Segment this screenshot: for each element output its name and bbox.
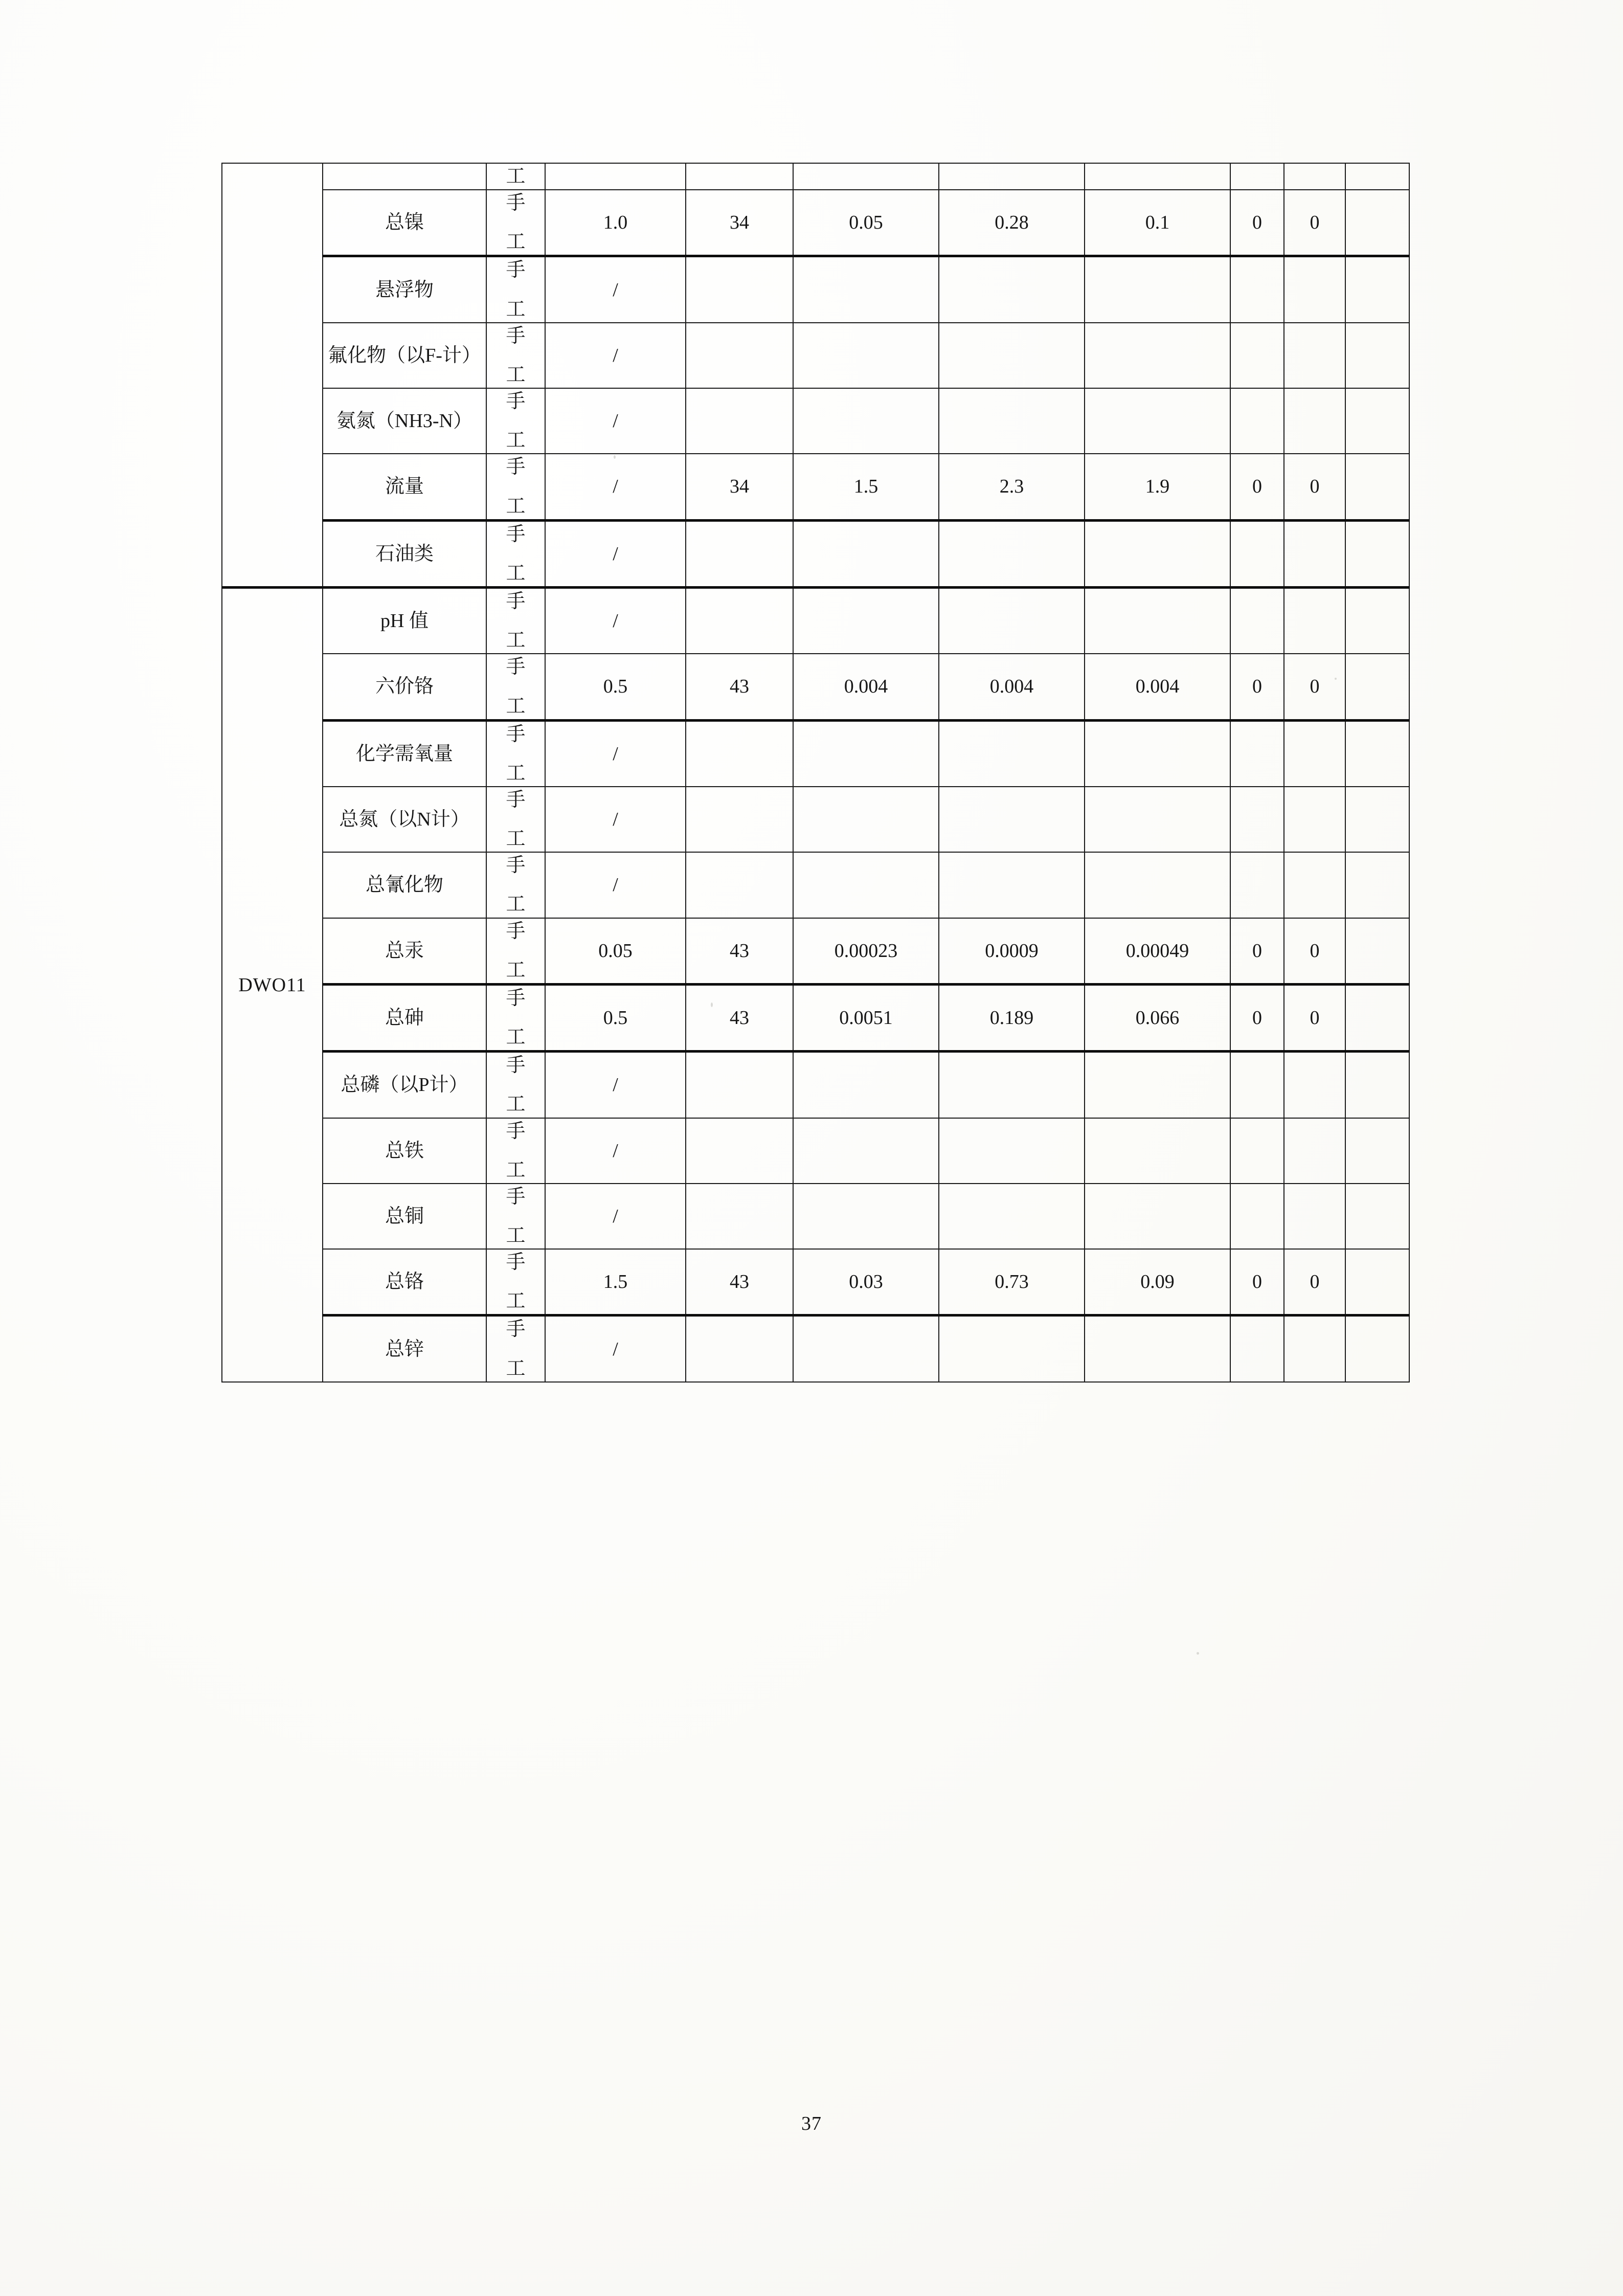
value-cell: / [545,1316,686,1382]
value-cell [1284,588,1345,654]
value-cell: / [545,852,686,918]
scan-speck [1335,678,1337,680]
value-cell: 0.066 [1085,984,1230,1051]
method-char: 工 [506,1027,526,1049]
value-cell [1284,1118,1345,1184]
value-cell: 0 [1230,190,1284,256]
value-cell: 0.0051 [793,984,939,1051]
monitoring-data-table [221,163,1410,1383]
value-cell [939,163,1085,190]
site-code-cell [222,163,323,588]
monitoring-method-cell [486,588,545,654]
value-cell [1284,1052,1345,1118]
pollutant-item-cell: 总汞 [323,918,486,985]
value-cell [686,1316,793,1382]
value-cell: 43 [686,918,793,985]
method-char: 工 [506,166,526,187]
table-row [222,163,1409,190]
value-cell [1230,256,1284,323]
value-cell [1284,520,1345,587]
value-cell [1230,588,1284,654]
value-cell [1345,454,1409,520]
monitoring-method-cell [486,388,545,454]
method-char: 工 [506,894,526,916]
value-cell [686,787,793,852]
table-row [222,256,1409,323]
value-cell [545,163,686,190]
value-cell [793,1118,939,1184]
value-cell: 0 [1230,984,1284,1051]
value-cell [1345,256,1409,323]
value-cell: 2.3 [939,454,1085,520]
value-cell: 1.5 [545,1249,686,1316]
value-cell [1345,1184,1409,1249]
method-char: 工 [506,1290,526,1312]
value-cell [1085,588,1230,654]
value-cell: / [545,256,686,323]
value-cell [939,323,1085,388]
value-cell [939,1184,1085,1249]
value-cell: / [545,388,686,454]
value-cell [686,1052,793,1118]
pollutant-item-cell: 总氮（以N计） [323,787,486,852]
method-char: 工 [506,298,526,320]
table-row [222,190,1409,256]
value-cell [1345,720,1409,787]
value-cell [1085,256,1230,323]
pollutant-item-cell: 石油类 [323,520,486,587]
pollutant-item-cell: 总铬 [323,1249,486,1316]
value-cell: 0 [1230,918,1284,985]
monitoring-method-cell [486,190,545,256]
value-cell: 0.09 [1085,1249,1230,1316]
value-cell [793,852,939,918]
value-cell [1284,323,1345,388]
value-cell [1345,852,1409,918]
pollutant-item-cell: 流量 [323,454,486,520]
method-char: 手 [506,789,526,811]
method-char: 工 [506,630,526,652]
value-cell [793,520,939,587]
value-cell [1230,323,1284,388]
value-cell [1085,520,1230,587]
monitoring-method-cell [486,720,545,787]
value-cell [1284,256,1345,323]
value-cell [1345,1118,1409,1184]
pollutant-item-cell: 总砷 [323,984,486,1051]
method-char: 手 [506,656,526,678]
monitoring-method-cell [486,1118,545,1184]
method-char: 工 [506,430,526,452]
table-row [222,1316,1409,1382]
scan-speck [1197,1652,1199,1655]
pollutant-item-cell [323,163,486,190]
table-row [222,984,1409,1051]
value-cell [939,520,1085,587]
value-cell [1085,787,1230,852]
value-cell: 0.28 [939,190,1085,256]
value-cell [1085,1052,1230,1118]
pollutant-item-cell: 总镍 [323,190,486,256]
table-row [222,323,1409,388]
table-row [222,388,1409,454]
table-row [222,654,1409,720]
value-cell [1345,1316,1409,1382]
value-cell: 0.004 [939,654,1085,720]
method-char: 手 [506,259,526,281]
value-cell [1230,1184,1284,1249]
value-cell [686,163,793,190]
value-cell: 0.004 [793,654,939,720]
table-row [222,1184,1409,1249]
monitoring-method-cell [486,984,545,1051]
value-cell [1230,1316,1284,1382]
value-cell: 34 [686,190,793,256]
table-row [222,520,1409,587]
method-char: 手 [506,1055,526,1077]
value-cell: 43 [686,984,793,1051]
value-cell [1230,388,1284,454]
value-cell [1345,323,1409,388]
method-char: 工 [506,959,526,981]
value-cell [686,520,793,587]
value-cell [1230,852,1284,918]
value-cell [1345,1052,1409,1118]
value-cell [1345,654,1409,720]
value-cell: 0.00023 [793,918,939,985]
value-cell: 0 [1284,1249,1345,1316]
method-char: 手 [506,1120,526,1142]
value-cell: 0.73 [939,1249,1085,1316]
value-cell: / [545,588,686,654]
value-cell [1284,1316,1345,1382]
value-cell [686,323,793,388]
monitoring-method-cell [486,787,545,852]
value-cell [939,720,1085,787]
table-row [222,588,1409,654]
site-code-cell: DWO11 [222,588,323,1382]
method-char: 工 [506,364,526,386]
method-char: 手 [506,325,526,347]
pollutant-item-cell: 总锌 [323,1316,486,1382]
monitoring-method-cell [486,654,545,720]
value-cell [793,1052,939,1118]
monitoring-method-cell [486,323,545,388]
value-cell [793,1184,939,1249]
monitoring-data-table-wrapper [221,163,1352,1383]
monitoring-method-cell [486,1052,545,1118]
value-cell [939,852,1085,918]
value-cell: 0 [1230,454,1284,520]
value-cell [793,163,939,190]
value-cell [1345,1249,1409,1316]
monitoring-method-cell [486,163,545,190]
method-char: 工 [506,828,526,850]
value-cell [1284,388,1345,454]
value-cell [793,1316,939,1382]
pollutant-item-cell: 总磷（以P计） [323,1052,486,1118]
pollutant-item-cell: 六价铬 [323,654,486,720]
value-cell [1085,1118,1230,1184]
monitoring-method-cell [486,256,545,323]
value-cell [1230,1052,1284,1118]
pollutant-item-cell: 总铁 [323,1118,486,1184]
value-cell: 1.9 [1085,454,1230,520]
table-row [222,918,1409,985]
method-char: 手 [506,591,526,613]
scan-speck [711,1002,713,1007]
table-row [222,720,1409,787]
method-char: 工 [506,695,526,717]
value-cell: 1.5 [793,454,939,520]
method-char: 手 [506,920,526,942]
value-cell [686,852,793,918]
value-cell: 34 [686,454,793,520]
method-char: 手 [506,523,526,545]
method-char: 工 [506,1159,526,1181]
value-cell: 0 [1284,190,1345,256]
pollutant-item-cell: 悬浮物 [323,256,486,323]
method-char: 工 [506,1094,526,1116]
value-cell [1345,520,1409,587]
value-cell [1284,787,1345,852]
value-cell [1345,787,1409,852]
value-cell [1345,588,1409,654]
method-char: 手 [506,1252,526,1274]
pollutant-item-cell: 总氰化物 [323,852,486,918]
value-cell: / [545,1118,686,1184]
value-cell [686,1118,793,1184]
value-cell [686,588,793,654]
value-cell [686,388,793,454]
pollutant-item-cell: 氨氮（NH3-N） [323,388,486,454]
value-cell: 0 [1284,984,1345,1051]
scan-speck [614,455,616,459]
method-char: 手 [506,456,526,478]
value-cell [1284,852,1345,918]
method-char: 手 [506,1186,526,1208]
value-cell [686,1184,793,1249]
value-cell [1345,918,1409,985]
value-cell: / [545,1184,686,1249]
table-row [222,1118,1409,1184]
value-cell [793,720,939,787]
value-cell: 0 [1284,918,1345,985]
value-cell [793,323,939,388]
value-cell [793,388,939,454]
method-char: 工 [506,231,526,253]
value-cell [1085,323,1230,388]
value-cell [1284,163,1345,190]
value-cell: 0.03 [793,1249,939,1316]
value-cell: 0.1 [1085,190,1230,256]
value-cell [1230,720,1284,787]
table-body [222,163,1409,1382]
value-cell: 0 [1230,1249,1284,1316]
value-cell [1085,852,1230,918]
value-cell [939,1316,1085,1382]
pollutant-item-cell: pH 值 [323,588,486,654]
value-cell: / [545,720,686,787]
method-char: 手 [506,1319,526,1341]
value-cell [1085,720,1230,787]
value-cell [1345,190,1409,256]
value-cell [793,588,939,654]
monitoring-method-cell [486,1249,545,1316]
value-cell: 0.004 [1085,654,1230,720]
method-char: 手 [506,855,526,877]
method-char: 工 [506,495,526,517]
method-char: 手 [506,391,526,413]
value-cell [1230,1118,1284,1184]
value-cell [939,256,1085,323]
value-cell: / [545,454,686,520]
value-cell [1085,1184,1230,1249]
value-cell [1085,388,1230,454]
monitoring-method-cell [486,520,545,587]
table-row [222,787,1409,852]
value-cell: 0.189 [939,984,1085,1051]
value-cell [686,720,793,787]
method-char: 工 [506,762,526,784]
value-cell: 43 [686,654,793,720]
value-cell: / [545,1052,686,1118]
value-cell: 43 [686,1249,793,1316]
value-cell [939,1052,1085,1118]
pollutant-item-cell: 化学需氧量 [323,720,486,787]
value-cell: / [545,323,686,388]
monitoring-method-cell [486,1184,545,1249]
value-cell [939,787,1085,852]
value-cell: 0.05 [545,918,686,985]
monitoring-method-cell [486,1316,545,1382]
value-cell [939,588,1085,654]
value-cell: 0.05 [793,190,939,256]
value-cell [939,388,1085,454]
pollutant-item-cell: 氟化物（以F-计） [323,323,486,388]
value-cell: 0 [1284,654,1345,720]
value-cell: / [545,520,686,587]
value-cell [1085,1316,1230,1382]
monitoring-method-cell [486,454,545,520]
table-row [222,852,1409,918]
value-cell: 0 [1230,654,1284,720]
value-cell [1345,984,1409,1051]
method-char: 手 [506,192,526,214]
page-number: 37 [801,2113,822,2134]
method-char: 工 [506,562,526,584]
value-cell [686,256,793,323]
table-row [222,454,1409,520]
pollutant-item-cell: 总铜 [323,1184,486,1249]
table-row [222,1052,1409,1118]
method-char: 手 [506,723,526,745]
monitoring-method-cell [486,918,545,985]
value-cell [793,256,939,323]
method-char: 工 [506,1225,526,1246]
method-char: 工 [506,1357,526,1379]
value-cell: 0.0009 [939,918,1085,985]
value-cell: 1.0 [545,190,686,256]
value-cell [1085,163,1230,190]
value-cell [1230,787,1284,852]
value-cell [1230,520,1284,587]
table-row [222,1249,1409,1316]
value-cell [793,787,939,852]
value-cell [1230,163,1284,190]
value-cell: / [545,787,686,852]
method-char: 手 [506,987,526,1009]
value-cell: 0 [1284,454,1345,520]
value-cell [939,1118,1085,1184]
monitoring-method-cell [486,852,545,918]
value-cell [1284,1184,1345,1249]
value-cell [1345,388,1409,454]
value-cell: 0.00049 [1085,918,1230,985]
value-cell [1345,163,1409,190]
value-cell: 0.5 [545,654,686,720]
value-cell [1284,720,1345,787]
value-cell: 0.5 [545,984,686,1051]
